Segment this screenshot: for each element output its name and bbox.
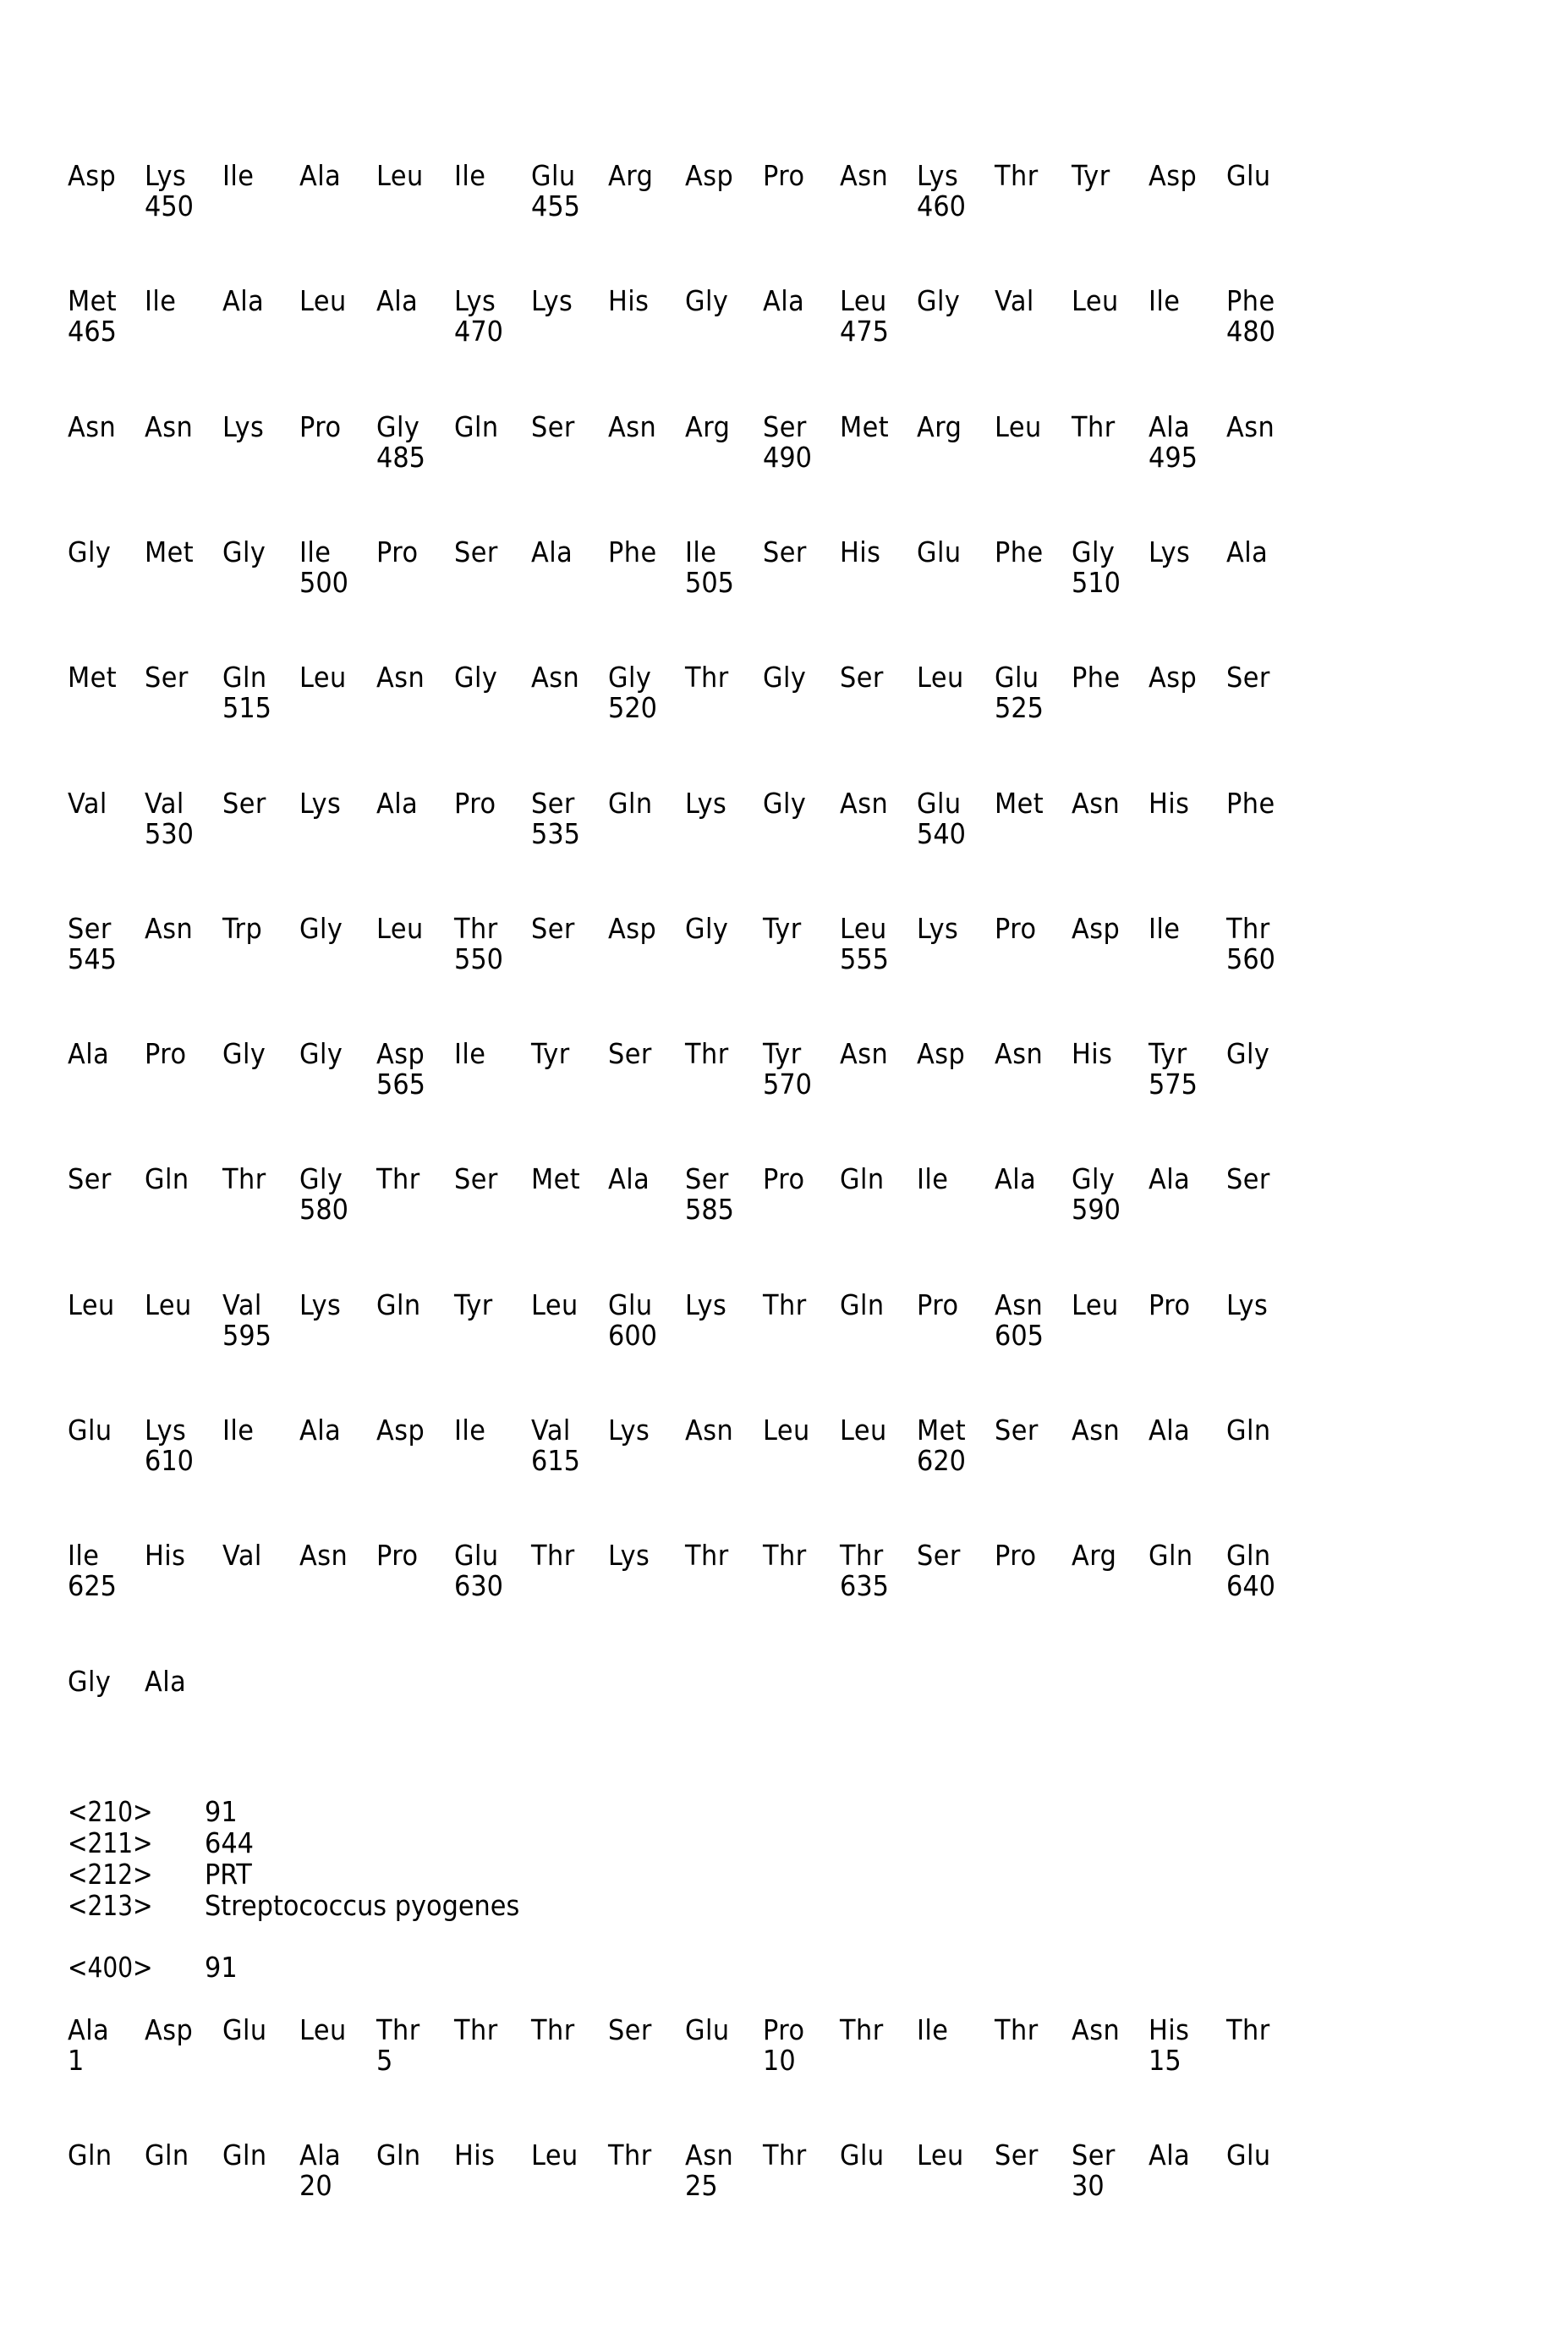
residue: Pro <box>763 1162 805 1195</box>
tag-label: <211> <box>68 1826 153 1859</box>
residue: Glu <box>917 535 962 568</box>
residue: Thr <box>685 661 729 694</box>
sequence-id: 91 <box>205 1951 238 1984</box>
residue: Glu <box>531 159 576 192</box>
residue: Ser <box>454 535 498 568</box>
residue: Lys <box>531 284 573 317</box>
residue: Leu <box>1072 284 1119 317</box>
sequence-id: 91 <box>205 1795 238 1828</box>
position-number: 20 <box>299 2169 332 2202</box>
residue: Asp <box>1149 661 1197 694</box>
residue: Gly <box>68 1665 111 1698</box>
residue: Thr <box>840 1539 884 1572</box>
residue: Lys <box>145 1414 186 1447</box>
residue: Asp <box>145 2013 193 2046</box>
residue: Val <box>995 284 1034 317</box>
residue: Leu <box>376 912 424 945</box>
residue: Met <box>145 535 194 568</box>
residue: Ala <box>1149 1414 1190 1447</box>
residue: Leu <box>299 284 347 317</box>
residue: Lys <box>608 1539 650 1572</box>
residue: Leu <box>917 2139 964 2172</box>
residue: Asn <box>299 1539 348 1572</box>
residue: Asp <box>1149 159 1197 192</box>
position-number: 595 <box>222 1319 271 1352</box>
residue: Ala <box>376 787 418 820</box>
residue: Gly <box>222 1037 266 1070</box>
position-number: 30 <box>1072 2169 1105 2202</box>
residue: Met <box>68 661 117 694</box>
residue: Ser <box>763 535 807 568</box>
position-number: 585 <box>685 1193 734 1226</box>
position-number: 15 <box>1149 2044 1181 2077</box>
residue: Gly <box>454 661 497 694</box>
residue: Leu <box>917 661 964 694</box>
residue: Gln <box>608 787 653 820</box>
position-number: 10 <box>763 2044 796 2077</box>
residue: Phe <box>1226 284 1275 317</box>
position-number: 640 <box>1226 1569 1275 1602</box>
residue: Glu <box>222 2013 267 2046</box>
position-number: 525 <box>995 691 1044 724</box>
residue: Pro <box>145 1037 187 1070</box>
residue: Met <box>995 787 1044 820</box>
residue: Gln <box>68 2139 112 2172</box>
residue: His <box>1149 787 1189 820</box>
position-number: 560 <box>1226 942 1275 975</box>
residue: Lys <box>608 1414 650 1447</box>
sequence-type: PRT <box>205 1858 252 1891</box>
residue: Tyr <box>763 1037 802 1070</box>
residue: Thr <box>763 2139 807 2172</box>
residue: Asp <box>685 159 733 192</box>
residue: Leu <box>840 1414 887 1447</box>
residue: Val <box>68 787 107 820</box>
residue: Gly <box>917 284 960 317</box>
residue: Ser <box>917 1539 961 1572</box>
residue: Ala <box>763 284 804 317</box>
residue: Asp <box>1072 912 1120 945</box>
sequence-row <box>68 1162 1319 1230</box>
residue: Ile <box>917 1162 948 1195</box>
residue: Gln <box>454 410 499 443</box>
residue: Leu <box>840 912 887 945</box>
residue: Trp <box>222 912 262 945</box>
residue: Ser <box>454 1162 498 1195</box>
residue: Asn <box>608 410 656 443</box>
residue: Ser <box>531 410 575 443</box>
residue: Glu <box>454 1539 499 1572</box>
residue: His <box>454 2139 495 2172</box>
sequence-row <box>68 2139 1319 2206</box>
residue: Gln <box>840 1288 885 1321</box>
residue: Gln <box>1149 1539 1193 1572</box>
residue: Leu <box>995 410 1042 443</box>
residue: Gln <box>376 1288 421 1321</box>
residue: Asn <box>840 159 888 192</box>
residue: Ser <box>222 787 266 820</box>
organism: Streptococcus pyogenes <box>205 1889 519 1922</box>
residue: Lys <box>685 1288 726 1321</box>
residue: Tyr <box>763 912 802 945</box>
residue: Ile <box>454 159 485 192</box>
residue: Asn <box>376 661 425 694</box>
residue: Ala <box>299 1414 341 1447</box>
position-number: 480 <box>1226 315 1275 348</box>
residue: Val <box>531 1414 571 1447</box>
residue: Val <box>222 1539 262 1572</box>
residue: Leu <box>840 284 887 317</box>
sequence-row <box>68 661 1319 728</box>
position-number: 535 <box>531 817 580 850</box>
residue: Pro <box>995 1539 1037 1572</box>
residue: Ile <box>1149 284 1180 317</box>
residue: Ile <box>917 2013 948 2046</box>
position-number: 615 <box>531 1444 580 1477</box>
residue: Ile <box>454 1414 485 1447</box>
residue: Ser <box>995 1414 1039 1447</box>
residue: Leu <box>763 1414 810 1447</box>
residue: Ala <box>1149 1162 1190 1195</box>
residue: Pro <box>763 2013 805 2046</box>
residue: Gln <box>1226 1539 1271 1572</box>
position-number: 515 <box>222 691 271 724</box>
sequence-length: 644 <box>205 1826 254 1859</box>
residue: Pro <box>1149 1288 1191 1321</box>
residue: Ala <box>145 1665 186 1698</box>
position-number: 605 <box>995 1319 1044 1352</box>
residue: Asn <box>995 1037 1043 1070</box>
residue: Tyr <box>454 1288 493 1321</box>
residue: Tyr <box>1072 159 1110 192</box>
residue: His <box>840 535 880 568</box>
residue: Ile <box>685 535 716 568</box>
residue: Gly <box>685 284 728 317</box>
position-number: 495 <box>1149 441 1198 474</box>
position-number: 1 <box>68 2044 84 2077</box>
residue: Phe <box>1226 787 1275 820</box>
residue: Lys <box>917 159 958 192</box>
residue: Thr <box>1226 2013 1270 2046</box>
sequence-row <box>68 410 1319 478</box>
position-number: 545 <box>68 942 117 975</box>
position-number: 570 <box>763 1068 812 1101</box>
position-number: 520 <box>608 691 657 724</box>
position-number: 590 <box>1072 1193 1121 1226</box>
residue: Asn <box>685 1414 733 1447</box>
residue: Lys <box>1149 535 1190 568</box>
residue: Tyr <box>531 1037 570 1070</box>
position-number: 455 <box>531 189 580 222</box>
residue: Thr <box>995 159 1039 192</box>
residue: Thr <box>608 2139 652 2172</box>
residue: Asp <box>376 1037 425 1070</box>
residue: Phe <box>995 535 1044 568</box>
residue: Ser <box>531 912 575 945</box>
residue: Ser <box>685 1162 729 1195</box>
residue: Asn <box>531 661 579 694</box>
residue: Glu <box>68 1414 112 1447</box>
residue: Ser <box>1072 2139 1116 2172</box>
residue: Ala <box>1149 2139 1190 2172</box>
residue: Ala <box>531 535 573 568</box>
residue: Ser <box>608 2013 652 2046</box>
residue: Glu <box>917 787 962 820</box>
residue: Gly <box>68 535 111 568</box>
residue: Asp <box>608 912 656 945</box>
residue: Gln <box>1226 1414 1271 1447</box>
residue: Asn <box>995 1288 1043 1321</box>
residue: Leu <box>68 1288 115 1321</box>
residue: Pro <box>917 1288 959 1321</box>
residue: Pro <box>763 159 805 192</box>
residue: His <box>1149 2013 1189 2046</box>
residue: Gln <box>222 661 267 694</box>
residue: Gln <box>376 2139 421 2172</box>
residue: Ala <box>1226 535 1268 568</box>
residue: Leu <box>531 1288 578 1321</box>
residue: Ala <box>299 2139 341 2172</box>
residue: Asn <box>68 410 116 443</box>
residue: Thr <box>840 2013 884 2046</box>
sequence-row <box>68 1665 1319 1732</box>
residue: Ser <box>68 1162 112 1195</box>
residue: Gly <box>299 1162 343 1195</box>
residue: Asn <box>840 1037 888 1070</box>
sequence-row <box>68 1539 1319 1606</box>
residue: Leu <box>531 2139 578 2172</box>
residue: Val <box>222 1288 262 1321</box>
residue: Asn <box>1072 787 1120 820</box>
residue: Met <box>917 1414 966 1447</box>
residue: Ser <box>763 410 807 443</box>
residue: Ala <box>995 1162 1036 1195</box>
residue: Ile <box>454 1037 485 1070</box>
residue: Ala <box>376 284 418 317</box>
residue: Met <box>68 284 117 317</box>
residue: Ser <box>995 2139 1039 2172</box>
residue: Arg <box>917 410 962 443</box>
position-number: 630 <box>454 1569 503 1602</box>
residue: Lys <box>299 787 341 820</box>
residue: Leu <box>299 2013 347 2046</box>
position-number: 5 <box>376 2044 392 2077</box>
residue: Pro <box>995 912 1037 945</box>
residue: Thr <box>222 1162 266 1195</box>
residue: Tyr <box>1149 1037 1187 1070</box>
residue: Gly <box>299 1037 343 1070</box>
position-number: 550 <box>454 942 503 975</box>
sequence-row <box>68 1037 1319 1105</box>
position-number: 530 <box>145 817 194 850</box>
residue: Gly <box>376 410 419 443</box>
residue: Thr <box>1072 410 1116 443</box>
residue: Arg <box>685 410 730 443</box>
position-number: 555 <box>840 942 889 975</box>
residue: Ile <box>222 159 254 192</box>
residue: Gln <box>145 1162 189 1195</box>
residue: Asp <box>917 1037 965 1070</box>
residue: Thr <box>454 912 498 945</box>
residue: Ile <box>1149 912 1180 945</box>
position-number: 505 <box>685 566 734 599</box>
residue: Ser <box>68 912 112 945</box>
residue: Gln <box>222 2139 267 2172</box>
residue: Thr <box>376 2013 420 2046</box>
sequence-row <box>68 912 1319 980</box>
sequence-row <box>68 535 1319 603</box>
residue: Lys <box>454 284 496 317</box>
residue: Gly <box>299 912 343 945</box>
residue: Leu <box>145 1288 192 1321</box>
position-number: 580 <box>299 1193 348 1226</box>
residue: Asp <box>376 1414 425 1447</box>
position-number: 510 <box>1072 566 1121 599</box>
residue: Leu <box>299 661 347 694</box>
residue: Ser <box>145 661 189 694</box>
residue: Asn <box>145 912 193 945</box>
residue: Glu <box>995 661 1039 694</box>
residue: Thr <box>376 1162 420 1195</box>
residue: Thr <box>685 1539 729 1572</box>
residue: Pro <box>376 535 419 568</box>
residue: Gly <box>1072 1162 1115 1195</box>
residue: Ala <box>1149 410 1190 443</box>
residue: Gly <box>763 787 806 820</box>
residue: Gly <box>608 661 651 694</box>
sequence-row <box>68 787 1319 854</box>
residue: Lys <box>222 410 264 443</box>
sequence-row <box>68 1288 1319 1356</box>
residue: Pro <box>299 410 342 443</box>
residue: Asn <box>1072 2013 1120 2046</box>
residue: Leu <box>376 159 424 192</box>
residue: Ala <box>68 2013 109 2046</box>
residue: Ile <box>145 284 176 317</box>
residue: Lys <box>299 1288 341 1321</box>
residue: Ser <box>531 787 575 820</box>
residue: Ile <box>68 1539 99 1572</box>
residue: Thr <box>685 1037 729 1070</box>
residue: His <box>145 1539 185 1572</box>
residue: Met <box>840 410 889 443</box>
residue: Thr <box>454 2013 498 2046</box>
residue: His <box>608 284 649 317</box>
position-number: 540 <box>917 817 966 850</box>
sequence-row <box>68 2013 1319 2081</box>
residue: Lys <box>145 159 186 192</box>
position-number: 625 <box>68 1569 117 1602</box>
residue: Phe <box>1072 661 1121 694</box>
residue: Thr <box>763 1539 807 1572</box>
residue: Ser <box>840 661 884 694</box>
position-number: 485 <box>376 441 425 474</box>
residue: Ala <box>68 1037 109 1070</box>
tag-label: <212> <box>68 1858 153 1891</box>
sequence-row <box>68 1414 1319 1481</box>
position-number: 470 <box>454 315 503 348</box>
residue: Lys <box>1226 1288 1268 1321</box>
position-number: 575 <box>1149 1068 1198 1101</box>
residue: Val <box>145 787 184 820</box>
position-number: 490 <box>763 441 812 474</box>
sequence-row <box>68 159 1319 227</box>
tag-label: <210> <box>68 1795 153 1828</box>
residue: Gly <box>685 912 728 945</box>
residue: Asn <box>145 410 193 443</box>
position-number: 25 <box>685 2169 718 2202</box>
position-number: 475 <box>840 315 889 348</box>
residue: Arg <box>1072 1539 1116 1572</box>
residue: Ala <box>608 1162 650 1195</box>
residue: Ile <box>299 535 331 568</box>
residue: Thr <box>763 1288 807 1321</box>
residue: Gly <box>1072 535 1115 568</box>
residue: Arg <box>608 159 653 192</box>
position-number: 600 <box>608 1319 657 1352</box>
residue: Asn <box>1072 1414 1120 1447</box>
residue: Thr <box>1226 912 1270 945</box>
residue: Gln <box>840 1162 885 1195</box>
residue: Pro <box>454 787 496 820</box>
residue: Lys <box>917 912 958 945</box>
position-number: 635 <box>840 1569 889 1602</box>
residue: Glu <box>1226 2139 1271 2172</box>
position-number: 610 <box>145 1444 194 1477</box>
residue: Asn <box>685 2139 733 2172</box>
residue: Leu <box>1072 1288 1119 1321</box>
position-number: 565 <box>376 1068 425 1101</box>
residue: Gly <box>1226 1037 1269 1070</box>
tag-label: <213> <box>68 1889 153 1922</box>
residue: Glu <box>608 1288 653 1321</box>
tag-label: <400> <box>68 1951 153 1984</box>
residue: Thr <box>531 1539 575 1572</box>
residue: Gly <box>222 535 266 568</box>
residue: Asn <box>1226 410 1275 443</box>
residue: Lys <box>685 787 726 820</box>
position-number: 465 <box>68 315 117 348</box>
residue: His <box>1072 1037 1112 1070</box>
residue: Glu <box>1226 159 1271 192</box>
residue: Thr <box>995 2013 1039 2046</box>
residue: Ser <box>608 1037 652 1070</box>
residue: Ser <box>1226 1162 1270 1195</box>
residue: Met <box>531 1162 580 1195</box>
position-number: 450 <box>145 189 194 222</box>
residue: Ala <box>222 284 264 317</box>
residue: Glu <box>685 2013 730 2046</box>
residue: Ser <box>1226 661 1270 694</box>
residue: Gln <box>145 2139 189 2172</box>
residue: Glu <box>840 2139 885 2172</box>
residue: Asn <box>840 787 888 820</box>
residue: Gly <box>763 661 806 694</box>
residue: Phe <box>608 535 657 568</box>
position-number: 460 <box>917 189 966 222</box>
residue: Ile <box>222 1414 254 1447</box>
residue: Asp <box>68 159 116 192</box>
residue: Thr <box>531 2013 575 2046</box>
residue: Ala <box>299 159 341 192</box>
sequence-row <box>68 284 1319 352</box>
position-number: 620 <box>917 1444 966 1477</box>
residue: Pro <box>376 1539 419 1572</box>
position-number: 500 <box>299 566 348 599</box>
